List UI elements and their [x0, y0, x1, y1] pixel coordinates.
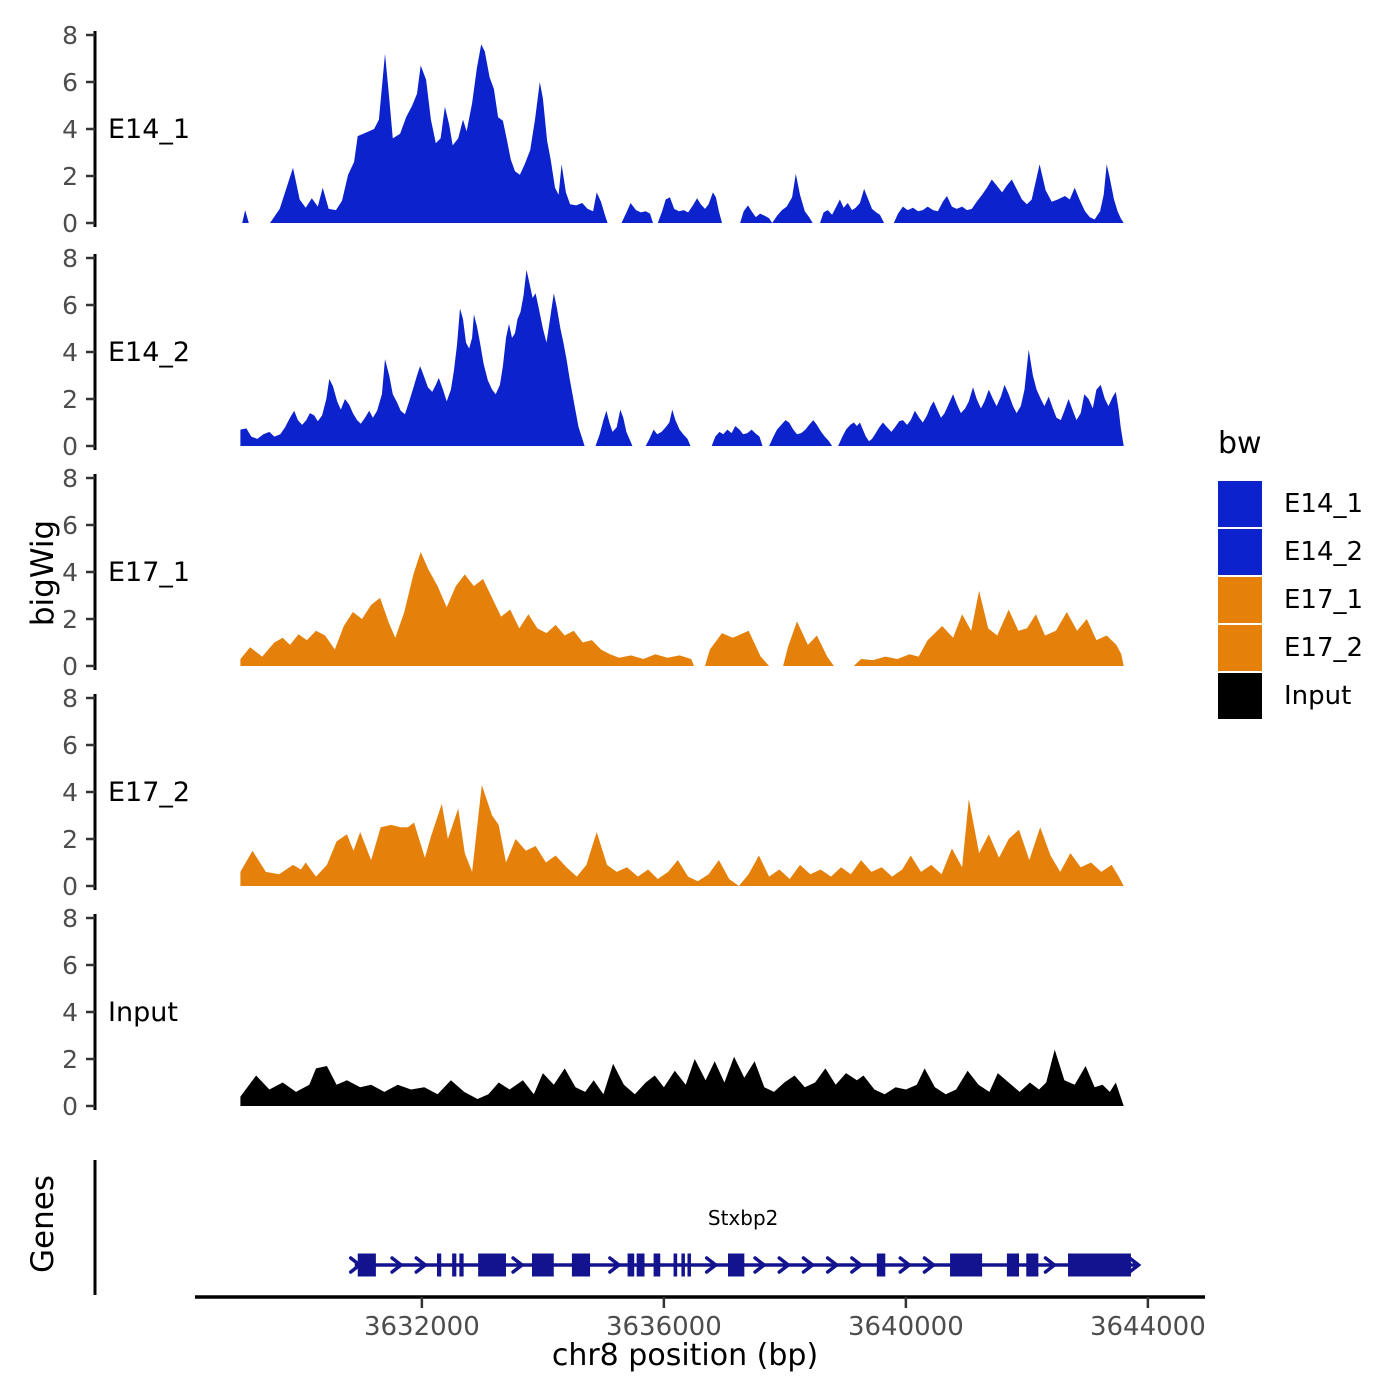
gene-exon-3: [452, 1254, 456, 1277]
y-tick-label-E14_2-6: 6: [62, 291, 78, 320]
track-label-E17_2: E17_2: [108, 777, 191, 808]
legend-label-Input: Input: [1284, 681, 1352, 711]
x-tick-label-3632000: 3632000: [363, 1312, 480, 1342]
y-tick-label-E17_1-4: 4: [62, 558, 78, 587]
genes-panel-title: Genes: [25, 1175, 61, 1273]
gene-exon-1: [358, 1254, 376, 1277]
gene-exon-19: [1068, 1254, 1131, 1277]
legend-entries: [1218, 481, 1363, 719]
y-tick-label-Input-8: 8: [62, 904, 78, 933]
gene-exon-8: [628, 1254, 635, 1277]
gene-exon-2: [437, 1254, 441, 1277]
y-tick-label-E14_1-0: 0: [62, 209, 78, 238]
gene-exon-17: [1007, 1254, 1019, 1277]
legend-entry-E14_1: [1218, 481, 1363, 527]
y-tick-label-E14_1-8: 8: [62, 21, 78, 50]
y-tick-label-E17_1-8: 8: [62, 464, 78, 493]
legend-label-E17_2: E17_2: [1284, 633, 1364, 663]
y-tick-label-E17_1-2: 2: [62, 605, 78, 634]
y-tick-label-E14_1-4: 4: [62, 115, 78, 144]
y-tick-label-Input-0: 0: [62, 1092, 78, 1121]
y-tick-label-E14_1-6: 6: [62, 68, 78, 97]
y-tick-label-Input-6: 6: [62, 951, 78, 980]
legend-swatch-E14_2: [1218, 529, 1262, 575]
legend-swatch-E17_1: [1218, 577, 1262, 623]
y-tick-label-E14_2-8: 8: [62, 244, 78, 273]
legend: [1218, 426, 1363, 721]
x-axis-title: chr8 position (bp): [551, 1338, 819, 1373]
y-tick-label-E14_2-0: 0: [62, 432, 78, 461]
legend-label-E14_2: E14_2: [1284, 537, 1364, 567]
x-tick-label-3640000: 3640000: [847, 1312, 964, 1342]
legend-swatch-E14_1: [1218, 481, 1262, 527]
y-tick-label-E17_2-4: 4: [62, 778, 78, 807]
legend-label-E14_1: E14_1: [1284, 489, 1364, 519]
gene-exon-5: [478, 1254, 506, 1277]
legend-title: bw: [1218, 426, 1262, 461]
coverage-area-E14_1: [242, 44, 1123, 223]
y-tick-label-E14_2-2: 2: [62, 385, 78, 414]
y-tick-label-E17_2-2: 2: [62, 825, 78, 854]
gene-exon-16: [950, 1254, 982, 1277]
y-tick-label-Input-2: 2: [62, 1045, 78, 1074]
x-tick-label-3636000: 3636000: [605, 1312, 722, 1342]
legend-label-E17_1: E17_1: [1284, 585, 1364, 615]
x-tick-label-3644000: 3644000: [1089, 1312, 1206, 1342]
coverage-area-E17_2: [240, 785, 1123, 886]
track-label-Input: Input: [108, 997, 178, 1028]
y-axis-title: bigWig: [25, 519, 61, 627]
y-tick-label-E14_2-4: 4: [62, 338, 78, 367]
legend-entry-E17_1: [1218, 577, 1363, 623]
y-tick-label-E17_1-0: 0: [62, 652, 78, 681]
gene-exon-18: [1026, 1254, 1038, 1277]
legend-swatch-Input: [1218, 673, 1262, 719]
legend-entry-Input: [1218, 673, 1363, 719]
legend-entry-E14_2: [1218, 529, 1363, 575]
y-tick-label-Input-4: 4: [62, 998, 78, 1027]
y-tick-label-E14_1-2: 2: [62, 162, 78, 191]
track-label-E14_2: E14_2: [108, 337, 191, 368]
y-tick-label-E17_2-6: 6: [62, 731, 78, 760]
gene-exon-10: [654, 1254, 661, 1277]
coverage-area-E17_1: [240, 552, 1123, 666]
gene-exon-9: [637, 1254, 645, 1277]
gene-label: Stxbp2: [707, 1206, 779, 1230]
gene-exon-13: [687, 1254, 691, 1277]
y-tick-label-E17_1-6: 6: [62, 511, 78, 540]
gene-exon-14: [728, 1254, 744, 1277]
coverage-area-E14_2: [240, 270, 1123, 446]
coverage-area-Input: [240, 1050, 1123, 1106]
y-tick-label-E17_2-0: 0: [62, 872, 78, 901]
y-tick-label-E17_2-8: 8: [62, 684, 78, 713]
gene-exon-4: [459, 1254, 463, 1277]
gene-exon-6: [532, 1254, 554, 1277]
legend-entry-E17_2: [1218, 625, 1363, 671]
gene-exon-15: [877, 1254, 885, 1277]
track-label-E17_1: E17_1: [108, 557, 191, 588]
gene-exon-12: [681, 1254, 685, 1277]
gene-exon-11: [674, 1254, 678, 1277]
track-label-E14_1: E14_1: [108, 114, 191, 145]
gene-exon-7: [572, 1254, 590, 1277]
legend-swatch-E17_2: [1218, 625, 1262, 671]
